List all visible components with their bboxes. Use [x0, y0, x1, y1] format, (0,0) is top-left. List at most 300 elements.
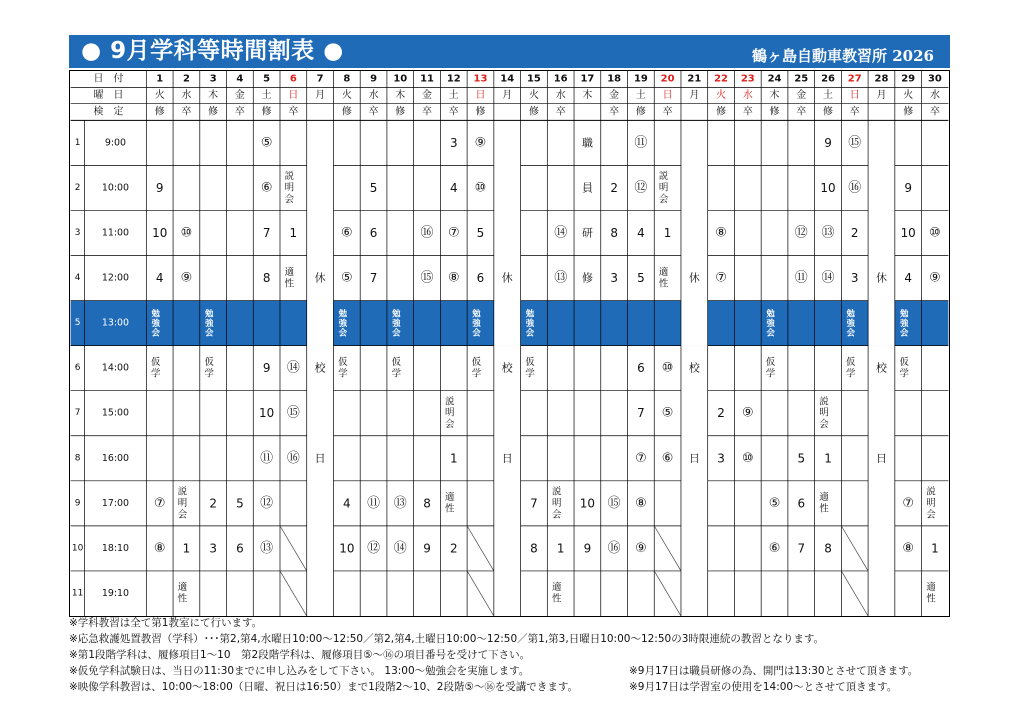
note-2: ※応急救護処置教習（学科）･･･第2,第4,水曜日10:00～12:50／第2,第4,土曜日10:00～12:50／第1,第3,日曜日10:00～12:50の3時限連続の教習となります。 [69, 633, 825, 645]
grid-cell-value: 3 [610, 271, 618, 286]
study-session-label [526, 309, 535, 338]
staff-training-char: 修 [581, 271, 593, 285]
weekday-label: 日 [288, 90, 299, 102]
grid-cell-value: ⑮ [420, 270, 434, 286]
grid-cell-value: ⑩ [741, 450, 754, 466]
grid-cell-value: 4 [343, 496, 351, 511]
grid-cell-text [445, 395, 455, 430]
study-session-label-char: 会 [525, 327, 535, 338]
grid-cell-value: 6 [236, 541, 244, 556]
grid-cell-value: 6 [637, 361, 645, 376]
grid-cell-value: ⑪ [260, 450, 274, 466]
grid-cell-text-char: 学 [338, 368, 348, 380]
staff-training-char: 員 [581, 181, 593, 195]
check-label: 卒 [555, 106, 566, 118]
grid-cell-text [525, 356, 535, 379]
check-label: 卒 [849, 106, 860, 118]
grid-cell-text-char: 明 [445, 407, 455, 419]
closed-day-char: 休 [314, 271, 326, 285]
period-time: 10:00 [101, 182, 130, 194]
weekday-label: 月 [876, 90, 887, 102]
check-label: 卒 [662, 106, 673, 118]
grid-cell-text-char: 説 [445, 396, 455, 408]
grid-cell-text-char: 会 [551, 509, 562, 521]
study-session-label-char: 会 [899, 327, 909, 338]
check-label: 卒 [742, 106, 753, 118]
check-label: 卒 [929, 106, 940, 118]
check-label: 修 [395, 106, 406, 118]
grid-cell-value: 10 [900, 225, 916, 240]
grid-cell-text-char: 会 [658, 193, 669, 205]
grid-cell-text-char: 会 [284, 193, 295, 205]
diagonal-slash [280, 526, 307, 571]
grid-cell-value: ⑭ [286, 360, 300, 376]
grid-cell-value: 10 [339, 541, 355, 556]
grid-cell-value: 5 [797, 451, 806, 466]
grid-cell-text-char: 性 [177, 593, 188, 605]
grid-cell-value: 8 [530, 541, 538, 556]
grid-cell-value: 10 [820, 180, 836, 195]
grid-cell-value: 1 [824, 451, 832, 466]
note-3: ※第1段階学科は、履修項目1～10 第2段階学科は、履修項目⑤～⑯の項目番号を受けて下さい。 [69, 649, 531, 661]
grid-cell-value: 7 [637, 406, 645, 421]
weekday-label: 木 [769, 90, 780, 102]
weekday-label: 金 [234, 90, 245, 102]
grid-cell-value: 6 [369, 225, 378, 240]
grid-cell-value: ⑥ [768, 540, 781, 556]
grid-cell-text [338, 356, 348, 379]
grid-cell-value: 1 [556, 541, 565, 556]
weekday-label: 日 [662, 90, 673, 102]
closed-day-char: 休 [501, 271, 513, 285]
diagonal-slash [654, 526, 681, 571]
grid-cell-value: 10 [259, 406, 275, 421]
grid-cell-value: ⑫ [634, 180, 648, 196]
period-number: 6 [74, 363, 81, 374]
grid-cell-text-char: 適 [658, 266, 669, 278]
period-number: 5 [74, 318, 81, 329]
study-session-label-char: 強 [338, 318, 348, 329]
day-number: 26 [821, 73, 835, 85]
period-number: 7 [74, 408, 81, 419]
grid-cell-text-char: 仮 [204, 356, 214, 368]
day-number: 19 [633, 73, 648, 85]
grid-cell-text-char: 性 [445, 503, 455, 515]
grid-cell-value: ⑯ [607, 540, 621, 556]
weekday-label: 金 [422, 90, 432, 102]
weekday-label: 金 [609, 90, 620, 102]
grid-cell-text [659, 266, 669, 289]
closed-day-char: 校 [314, 361, 326, 375]
grid-cell-text-char: 明 [819, 407, 829, 419]
grid-cell-value: 1 [449, 451, 458, 466]
check-label: 修 [823, 106, 833, 118]
diagonal-slash [841, 526, 868, 571]
header-banner [69, 35, 950, 68]
diagonal-slash [841, 571, 868, 616]
grid-cell-value: ⑥ [661, 450, 674, 466]
period-time: 18:10 [101, 542, 130, 554]
grid-cell-value: ⑨ [929, 270, 941, 286]
grid-cell-value: ⑭ [393, 540, 407, 556]
grid-cell-value: ⑯ [848, 180, 862, 196]
grid-cell-value: 9 [262, 361, 271, 376]
diagonal-slash [467, 571, 494, 616]
weekday-label: 月 [689, 90, 700, 102]
period-number: 8 [74, 453, 81, 464]
grid-cell-text-char: 適 [284, 266, 295, 278]
grid-cell-text-char: 説 [284, 170, 295, 182]
grid-cell-text-char: 明 [926, 497, 936, 509]
grid-cell-value: 10 [579, 496, 596, 511]
grid-cell-value: 7 [530, 496, 538, 511]
grid-cell-text-char: 説 [926, 486, 936, 498]
study-session-label [339, 309, 348, 338]
grid-cell-value: ⑭ [554, 225, 568, 241]
day-number: 25 [794, 73, 809, 85]
grid-cell-text [445, 491, 455, 514]
grid-cell-text-char: 説 [819, 396, 829, 408]
grid-cell-value: ⑪ [367, 495, 381, 511]
period-time: 19:10 [101, 587, 130, 599]
weekday-label: 木 [582, 90, 593, 102]
day-number: 18 [607, 73, 622, 85]
grid-cell-value: 5 [369, 180, 378, 195]
study-session-label-char: 会 [338, 327, 348, 338]
grid-cell-value: ⑦ [635, 450, 647, 466]
check-label: 修 [154, 106, 165, 118]
period-number: 4 [74, 273, 81, 284]
grid-cell-value: ⑩ [474, 180, 487, 196]
grid-cell-value: ⑤ [260, 135, 273, 151]
grid-cell-value: 7 [797, 541, 806, 556]
grid-cell-text [926, 485, 936, 520]
grid-cell-text [151, 356, 161, 379]
grid-cell-value: 6 [797, 496, 806, 511]
day-number: 30 [927, 73, 942, 85]
grid-cell-text-char: 仮 [471, 356, 482, 368]
grid-cell-text [178, 485, 188, 520]
grid-cell-text [926, 581, 936, 604]
weekday-label: 土 [261, 90, 272, 102]
study-session-label-char: 強 [151, 318, 160, 329]
grid-cell-text-char: 性 [551, 593, 562, 605]
day-number: 14 [500, 73, 515, 85]
note-4: ※仮免学科試験日は、当日の11:30までに申し込みをして下さい。 13:00～勉強会を実施します。 [69, 665, 530, 677]
study-session-label-char: 強 [899, 318, 909, 329]
period-time: 13:00 [101, 317, 130, 329]
grid-cell-value: ⑩ [661, 360, 674, 376]
period-time: 14:00 [101, 362, 130, 374]
school-name: 鶴ヶ島自動車教習所 2026 [752, 47, 934, 65]
weekday-label: 木 [208, 90, 219, 102]
grid-cell-value: 1 [182, 541, 191, 556]
grid-cell-value: ⑥ [341, 225, 353, 241]
study-session-label-char: 会 [472, 327, 481, 338]
day-number: 11 [420, 73, 434, 85]
staff-training-char: 職 [581, 136, 593, 150]
study-session-label-char: 強 [525, 318, 535, 329]
grid-cell-value: 6 [476, 271, 485, 286]
grid-cell-text-char: 学 [765, 368, 776, 380]
grid-cell-text [204, 356, 214, 379]
note-5: ※映像学科教習は、10:00～18:00（日曜、祝日は16:50）まで1段階2～10、2段階⑤～⑯を受講できます。 [69, 681, 579, 693]
study-session-label-char: 強 [204, 318, 214, 329]
grid-cell-text-char: 学 [391, 368, 402, 380]
study-session-label-char: 勉 [525, 308, 535, 319]
grid-cell-value: 3 [717, 451, 725, 466]
grid-cell-value: ⑥ [260, 180, 273, 196]
grid-cell-text-char: 会 [177, 509, 188, 521]
closed-day-cover [307, 300, 333, 346]
note-1: ※学科教習は全て第1教室にて行います。 [69, 617, 263, 629]
study-session-label-char: 勉 [899, 308, 909, 319]
grid-cell-value: 4 [449, 180, 458, 195]
check-label: 卒 [181, 106, 192, 118]
period-number: 9 [74, 498, 81, 509]
day-number: 6 [289, 73, 297, 85]
grid-cell-value: ⑧ [153, 540, 166, 556]
grid-cell-text-char: 適 [445, 492, 455, 504]
grid-cell-text [819, 491, 829, 514]
day-number: 16 [553, 73, 568, 85]
weekday-label: 火 [903, 90, 914, 102]
grid-cell-value: 2 [850, 225, 859, 240]
study-session-label-char: 勉 [766, 308, 775, 319]
grid-cell-text [392, 356, 402, 379]
weekday-label: 水 [555, 90, 566, 102]
weekday-label: 水 [368, 90, 379, 102]
weekday-label: 火 [716, 90, 727, 102]
grid-cell-value: ⑦ [715, 270, 727, 286]
check-label: 卒 [448, 106, 459, 118]
check-label: 修 [341, 106, 352, 118]
grid-cell-text-char: 明 [551, 497, 562, 509]
period-number: 3 [74, 227, 81, 238]
grid-cell-text [178, 581, 188, 604]
grid-cell-value: 8 [423, 496, 431, 511]
grid-cell-value: 9 [824, 135, 832, 150]
timetable-grid [69, 70, 950, 617]
weekday-label: 水 [742, 90, 753, 102]
grid-cell-text-char: 性 [819, 503, 829, 515]
grid-cell-value: 2 [717, 406, 725, 421]
study-session-label-char: 会 [204, 327, 214, 338]
grid-cell-text-char: 仮 [846, 356, 856, 368]
day-number: 28 [874, 73, 889, 85]
grid-cell-text-char: 適 [926, 582, 936, 594]
grid-cell-value: ⑬ [393, 495, 407, 511]
grid-cell-value: ⑧ [635, 495, 647, 511]
grid-cell-value: ⑨ [635, 540, 647, 556]
grid-cell-value: ⑮ [607, 495, 621, 511]
weekday-label: 月 [315, 90, 326, 102]
period-time: 16:00 [101, 452, 130, 464]
weekday-row-label: 曜 日 [93, 90, 124, 102]
grid-cell-text-char: 学 [204, 368, 214, 380]
closed-day-char: 休 [875, 271, 887, 285]
grid-cell-value: ⑯ [286, 450, 300, 466]
weekday-label: 火 [528, 90, 539, 102]
closed-day-char: 校 [875, 361, 887, 375]
diagonal-slash [654, 571, 681, 616]
grid-cell-value: ⑬ [554, 270, 568, 286]
grid-cell-value: ⑮ [286, 405, 300, 421]
check-label: 修 [635, 106, 646, 118]
grid-cell-value: ⑦ [153, 495, 166, 511]
grid-cell-text-char: 仮 [765, 356, 776, 368]
check-label: 修 [261, 106, 272, 118]
grid-cell-value: ⑨ [741, 405, 754, 421]
grid-cell-value: 5 [236, 496, 244, 511]
day-number: 29 [901, 73, 916, 85]
grid-cell-value: 8 [610, 225, 618, 240]
weekday-label: 火 [154, 90, 165, 102]
day-number: 13 [473, 73, 488, 85]
grid-cell-text-char: 会 [926, 509, 936, 521]
period-number: 2 [74, 182, 81, 193]
grid-cell-value: 4 [637, 225, 645, 240]
grid-cell-value: ⑩ [180, 225, 193, 241]
study-session-label [151, 309, 160, 338]
study-session-label-char: 勉 [846, 308, 855, 319]
period-number: 1 [74, 137, 81, 148]
study-session-label [392, 309, 401, 338]
grid-cell-value: ⑯ [420, 225, 434, 241]
day-row-label: 日 付 [93, 73, 124, 85]
period-number: 10 [71, 543, 84, 554]
grid-cell-value: 9 [423, 541, 431, 556]
grid-cell-value: ⑤ [768, 495, 781, 511]
grid-cell-text-char: 学 [899, 368, 909, 380]
closed-day-char: 校 [688, 361, 700, 375]
grid-cell-text [552, 581, 562, 604]
grid-cell-value: ⑦ [447, 225, 460, 241]
grid-cell-text [846, 356, 856, 379]
period-time: 15:00 [101, 407, 130, 419]
check-row-label: 検 定 [93, 106, 124, 118]
period-time: 17:00 [101, 497, 130, 509]
grid-cell-value: 9 [904, 180, 912, 195]
grid-cell-text-char: 説 [551, 486, 562, 498]
weekday-label: 水 [929, 90, 940, 102]
grid-cell-text [819, 395, 829, 430]
staff-training-char: 研 [581, 226, 593, 240]
grid-cell-text-char: 明 [658, 182, 669, 194]
day-number: 15 [527, 73, 541, 85]
day-number: 23 [740, 73, 755, 85]
grid-cell-value: 10 [152, 225, 168, 240]
study-session-label-char: 強 [846, 318, 855, 329]
study-session-label-char: 勉 [151, 308, 160, 319]
closed-day-char: 日 [688, 451, 700, 465]
grid-cell-text [899, 356, 909, 379]
day-number: 5 [263, 73, 271, 85]
grid-cell-value: 3 [449, 135, 458, 150]
grid-cell-value: ⑦ [902, 495, 914, 511]
grid-cell-value: ⑪ [634, 135, 648, 151]
grid-cell-value: ⑫ [794, 225, 808, 241]
grid-cell-text [659, 170, 669, 205]
grid-cell-text-char: 性 [926, 593, 936, 605]
day-number: 21 [687, 73, 702, 85]
grid-cell-value: ⑩ [929, 225, 941, 241]
weekday-label: 木 [395, 90, 406, 102]
check-label: 卒 [609, 106, 620, 118]
study-session-label-char: 勉 [204, 308, 214, 319]
check-label: 修 [475, 106, 486, 118]
day-number: 24 [767, 73, 782, 85]
grid-cell-value: ⑫ [367, 540, 381, 556]
day-number: 8 [343, 73, 351, 85]
diagonal-slash [467, 526, 494, 571]
grid-cell-value: ⑨ [180, 270, 193, 286]
day-number: 22 [714, 73, 728, 85]
weekday-label: 金 [796, 90, 807, 102]
study-session-label-char: 会 [846, 327, 855, 338]
grid-cell-value: ⑭ [821, 270, 835, 286]
grid-cell-text-char: 会 [819, 419, 829, 431]
study-session-label [900, 309, 909, 338]
day-number: 7 [316, 73, 324, 85]
study-session-label-char: 強 [472, 318, 481, 329]
grid-cell-value: 7 [262, 225, 271, 240]
diagonal-slash [280, 571, 307, 616]
grid-cell-value: ⑤ [341, 270, 353, 286]
study-session-label-char: 勉 [392, 308, 401, 319]
grid-cell-value: ⑧ [902, 540, 914, 556]
grid-cell-text-char: 仮 [525, 356, 535, 368]
period-time: 11:00 [101, 227, 130, 239]
study-session-label-char: 会 [151, 327, 160, 338]
grid-cell-text-char: 適 [551, 582, 562, 594]
period-number: 11 [71, 588, 84, 599]
closed-day-cover [681, 300, 707, 346]
grid-cell-value: 8 [824, 541, 832, 556]
check-label: 修 [716, 106, 727, 118]
study-session-label-char: 勉 [472, 308, 481, 319]
day-number: 10 [393, 73, 408, 85]
study-session-label-char: 会 [766, 327, 775, 338]
grid-cell-text-char: 説 [177, 486, 188, 498]
grid-cell-text-char: 学 [846, 368, 856, 380]
grid-cell-value: 1 [931, 541, 939, 556]
day-number: 4 [236, 73, 244, 85]
grid-cell-text-char: 明 [284, 182, 295, 194]
study-session-label-char: 強 [392, 318, 401, 329]
grid-cell-text-char: 会 [445, 419, 455, 431]
study-session-label [766, 309, 775, 338]
day-number: 17 [580, 73, 595, 85]
day-number: 20 [660, 73, 675, 85]
grid-cell-value: ⑧ [715, 225, 727, 241]
closed-day-cover [494, 300, 520, 346]
day-number: 12 [446, 73, 461, 85]
weekday-label: 水 [181, 90, 192, 102]
grid-cell-text-char: 学 [150, 368, 161, 380]
grid-cell-value: 4 [155, 271, 164, 286]
check-label: 修 [769, 106, 780, 118]
closed-day-cover [868, 300, 894, 346]
grid-cell-text-char: 仮 [899, 356, 909, 368]
grid-cell-text [285, 170, 295, 205]
grid-cell-value: ⑨ [474, 135, 487, 151]
study-session-label-char: 会 [392, 327, 401, 338]
grid-cell-text [766, 356, 776, 379]
weekday-label: 土 [448, 90, 459, 102]
closed-day-char: 校 [501, 361, 513, 375]
check-label: 修 [208, 106, 219, 118]
